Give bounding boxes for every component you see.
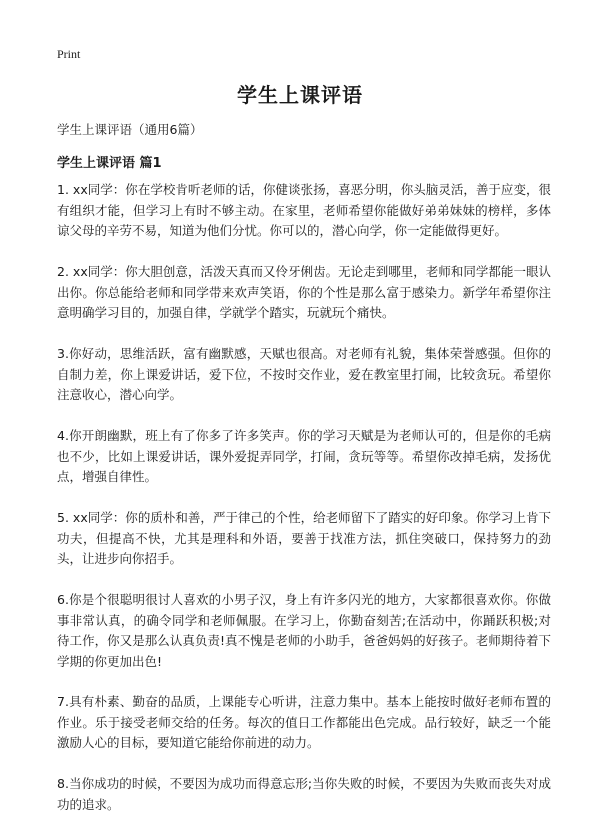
paragraph-5: 5. xx同学：你的质朴和善，严于律己的个性，给老师留下了踏实的好印象。你学习上肯下功夫，但提高不快，尤其是理科和外语，要善于找准方法，抓住突破口，保持努力的劲头，让进步向你招手。 xyxy=(57,510,551,566)
section-heading: 学生上课评语 篇1 xyxy=(57,156,162,171)
paragraph-4: 4.你开朗幽默，班上有了你多了许多笑声。你的学习天赋是为老师认可的，但是你的毛病也不少，比如上课爱讲话，课外爱捉弄同学，打闹，贪玩等等。希望你改掉毛病，发扬优点，增强自律性。 xyxy=(57,428,551,484)
document-subtitle: 学生上课评语（通用6篇） xyxy=(57,122,203,137)
paragraph-8: 8.当你成功的时候，不要因为成功而得意忘形;当你失败的时候，不要因为失败而丧失对成功的追求。 xyxy=(57,776,551,812)
page-title: 学生上课评语 xyxy=(237,83,363,107)
paragraph-7: 7.具有朴素、勤奋的品质，上课能专心听讲，注意力集中。基本上能按时做好老师布置的作业。乐于接受老师交给的任务。每次的值日工作都能出色完成。品行较好，缺乏一个能激励人心的目标，要知道它能给你前进的动力。 xyxy=(57,694,551,750)
paragraph-2: 2. xx同学：你大胆创意，活泼天真而又伶牙俐齿。无论走到哪里，老师和同学都能一眼认出你。你总能给老师和同学带来欢声笑语，你的个性是那么富于感染力。新学年希望你注意明确学习目的，加强自律，学就学个踏实，玩就玩个痛快。 xyxy=(57,264,551,320)
paragraph-1: 1. xx同学：你在学校肯听老师的话，你健谈张扬，喜恶分明，你头脑灵活，善于应变，很有组织才能，但学习上有时不够主动。在家里，老师希望你能做好弟弟妹妹的榜样，多体谅父母的辛劳不易，知道为他们分忧。你可以的，潜心向学，你一定能做得更好。 xyxy=(57,182,551,238)
paragraph-6: 6.你是个很聪明很讨人喜欢的小男子汉，身上有许多闪光的地方，大家都很喜欢你。你做事非常认真，的确令同学和老师佩服。在学习上，你勤奋刻苦;在活动中，你踊跃积极;对待工作，你又是那么认真负责!真不愧是老师的小助手，爸爸妈妈的好孩子。老师期待着下学期的你更加出色! xyxy=(57,592,551,669)
paragraph-3: 3.你好动，思维活跃，富有幽默感，天赋也很高。对老师有礼貌，集体荣誉感强。但你的自制力差，你上课爱讲话，爱下位，不按时交作业，爱在教室里打闹，比较贪玩。希望你注意收心，潜心向学。 xyxy=(57,346,551,402)
print-link[interactable]: Print xyxy=(57,47,81,61)
